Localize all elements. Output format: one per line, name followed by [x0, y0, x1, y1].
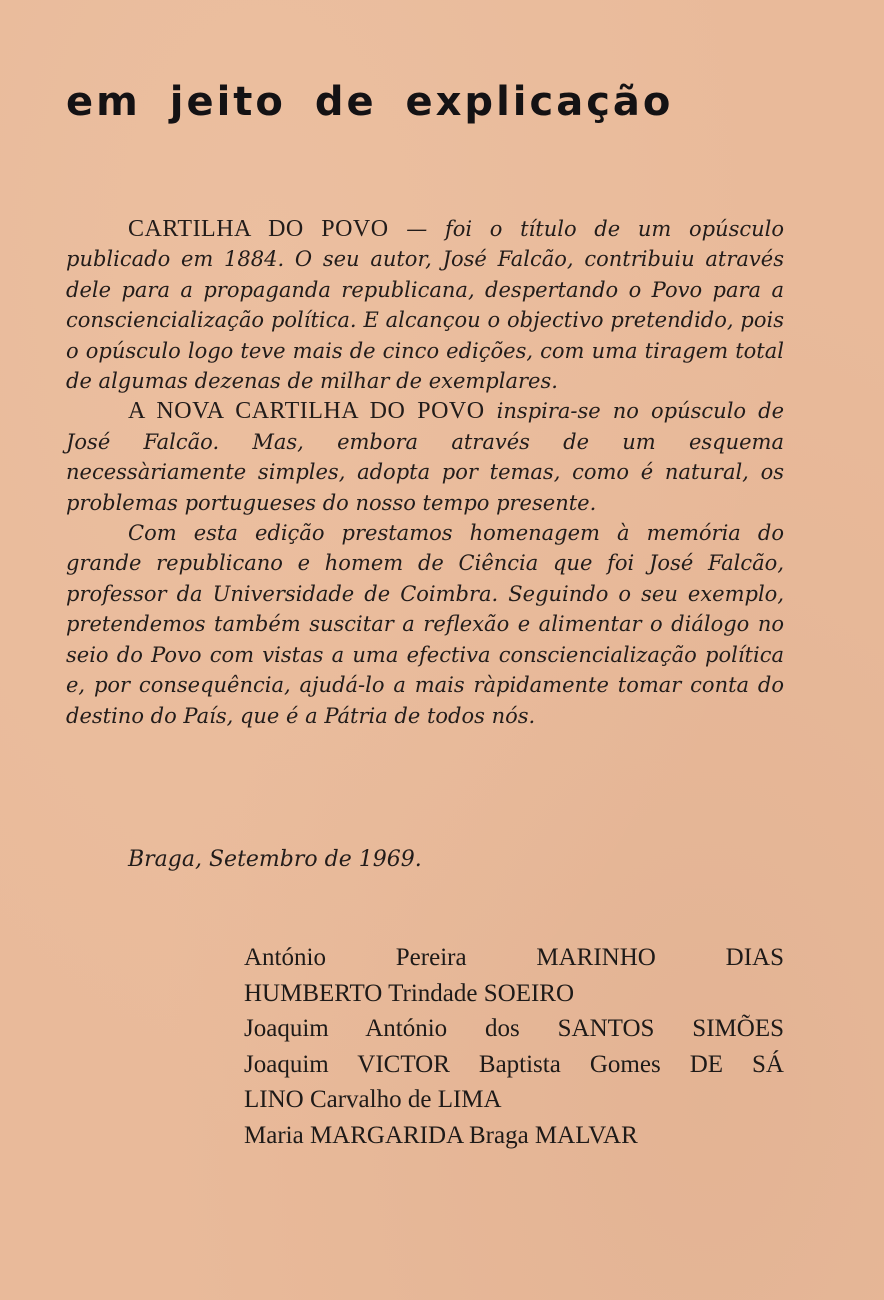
- paragraph-2-text: inspira-se no opúsculo de José Falcão. Mas, embora através de um esquema necessàriamente simples, adopta por temas, como é natural, os problemas portugueses do nosso tempo presente.: [66, 399, 785, 515]
- signatory: Maria MARGARIDA Braga MALVAR: [244, 1121, 638, 1149]
- signatory: António Pereira MARINHO DIAS: [244, 944, 784, 971]
- paragraph-1-lead: CARTILHA DO POVO: [128, 216, 389, 242]
- paragraph-1: [66, 214, 784, 396]
- body-text: [66, 214, 784, 731]
- paragraph-2: [66, 396, 784, 518]
- paragraph-2-lead: A NOVA CARTILHA DO POVO: [128, 398, 485, 425]
- paragraph-3: [66, 518, 784, 731]
- place-date: Braga, Setembro de 1969.: [128, 847, 422, 872]
- signatory: LINO Carvalho de LIMA: [244, 1086, 502, 1114]
- paragraph-1-text: — foi o título de um opúsculo publicado em 1884. O seu autor, José Falcão, contribuiu através dele para a propaganda republicana, despertando o Povo para a consciencialização política. E alcançou o objectivo pretendido, pois o opúsculo logo teve mais de cinco edições, com uma tiragem total de algumas dezenas de milhar de exemplares.: [66, 217, 784, 394]
- signatory: Joaquim António dos SANTOS SIMÕES: [244, 1015, 784, 1043]
- signatory: HUMBERTO Trindade SOEIRO: [244, 979, 575, 1007]
- signatory: Joaquim VICTOR Baptista Gomes DE SÁ: [244, 1050, 784, 1078]
- signatories-list: [244, 940, 784, 1154]
- paragraph-3-text: Com esta edição prestamos homenagem à memória do grande republicano e homem de Ciência que foi José Falcão, professor da Universidade de Coimbra. Seguindo o seu exemplo, pretendemos também suscitar a reflexão e alimentar o diálogo no seio do Povo com vistas a uma efectiva consciencialização política e, por consequência, ajudá-lo a mais ràpidamente tomar conta do destino do País, que é a Pátria de todos nós.: [66, 521, 784, 728]
- page-title: em jeito de explicação: [66, 79, 674, 125]
